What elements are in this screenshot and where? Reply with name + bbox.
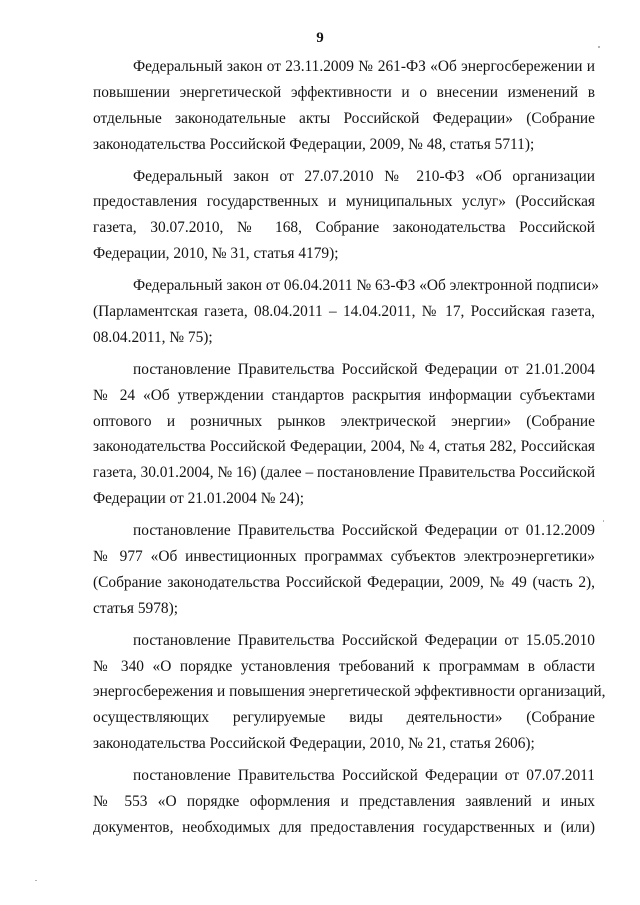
text-line: Федеральный закон от 27.07.2010 № 210-ФЗ «Об организации [133,167,595,185]
text-line: законодательства Российской Федерации, 2010, № 21, статья 2606); [93,735,535,753]
paragraph-resolution-977 [93,518,595,622]
scan-speck [35,880,37,881]
text-line: Федеральный закон от 23.11.2009 № 261-ФЗ «Об энергосбережении и [133,58,595,75]
text-line: № 977 «Об инвестиционных программах субъектов электроэнергетики» [93,548,595,566]
text-line: оптового и розничных рынков электрической энергии» (Собрание [93,412,595,430]
text-line: газета, 30.01.2004, № 16) (далее – постановление Правительства Российской [93,464,596,482]
text-line: газета, 30.07.2010, № 168, Собрание законодательства Российской [93,219,595,237]
text-line: постановление Правительства Российской Федерации от 21.01.2004 [133,360,595,378]
paragraph-law-210 [93,164,595,268]
text-line: Федерации от 21.01.2004 № 24); [93,490,305,508]
text-line: № 24 «Об утверждении стандартов раскрытия информации субъектами [93,386,595,404]
paragraph-law-63 [93,273,599,351]
text-line: отдельные законодательные акты Российской Федерации» (Собрание [93,109,595,127]
paragraph-law-261 [93,54,595,158]
paragraph-resolution-553 [93,763,595,841]
paragraph-resolution-24 [93,357,595,512]
text-line: энергосбережения и повышения энергетической эффективности организаций, [93,683,606,701]
text-line: законодательства Российской Федерации, 2004, № 4, статья 282, Российская [93,438,595,456]
text-line: Федеральный закон от 06.04.2011 № 63-ФЗ «Об электронной подписи» [133,277,599,295]
scan-speck [598,46,600,48]
text-line: постановление Правительства Российской Федерации от 15.05.2010 [133,631,595,649]
text-line: повышении энергетической эффективности и о внесении изменений в [93,83,595,101]
text-line: статья 5978); [93,599,179,617]
text-line: постановление Правительства Российской Федерации от 01.12.2009 [133,522,595,540]
text-line: № 553 «О порядке оформления и представления заявлений и иных [93,793,595,811]
text-line: постановление Правительства Российской Федерации от 07.07.2011 [133,767,595,785]
text-line: законодательства Российской Федерации, 2009, № 48, статья 5711); [93,135,535,153]
text-line: предоставления государственных и муниципальных услуг» (Российская [93,193,595,211]
text-line: № 340 «О порядке установления требований к программам в области [93,657,595,675]
text-line: осуществляющих регулируемые виды деятельности» (Собрание [93,709,595,727]
text-line: (Собрание законодательства Российской Федерации, 2009, № 49 (часть 2), [93,573,595,591]
scan-speck [603,520,604,522]
text-line: 08.04.2011, № 75); [93,328,213,346]
text-line: (Парламентская газета, 08.04.2011 – 14.04.2011, № 17, Российская газета, [93,303,595,321]
text-line: Федерации, 2010, № 31, статья 4179); [93,245,339,263]
text-line: документов, необходимых для предоставления государственных и (или) [93,818,595,836]
paragraph-resolution-340 [93,628,606,757]
document-body [93,54,606,847]
page-number: 9 [316,30,324,46]
